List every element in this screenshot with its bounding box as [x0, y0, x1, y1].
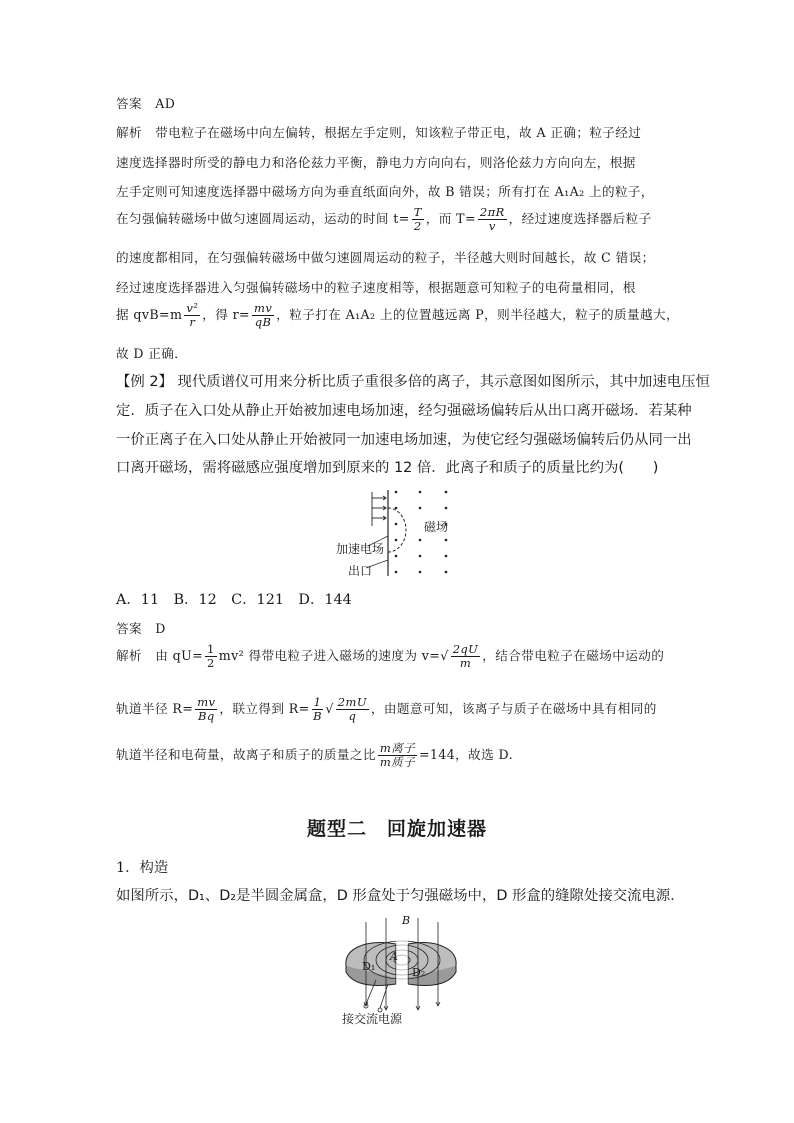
frac-den: v	[488, 219, 496, 233]
frac-den: r	[189, 315, 196, 329]
a-label: A	[390, 950, 398, 963]
analysis2-line-3	[116, 742, 678, 769]
example2-text-2: 定．质子在入口处从静止开始被加速电场加速，经匀强磁场偏转后从出口离开磁场．若某种	[116, 403, 692, 419]
answer-line-1	[116, 96, 678, 111]
analysis2-text-2c: ，由题意可知，该离子与质子在磁场中具有相同的	[370, 701, 657, 716]
analysis2-text-3a: 轨道半径和电荷量，故离子和质子的质量之比	[116, 747, 376, 762]
fraction-v2-over-r	[184, 302, 200, 329]
exit-label: 出口	[348, 564, 373, 578]
frac-den: q	[348, 709, 357, 723]
frac-num: 2πR	[479, 205, 505, 219]
example2-line-3	[116, 432, 692, 449]
analysis1-line-3	[116, 184, 678, 199]
frac-num: mv	[254, 301, 273, 315]
frac-den: qB	[254, 315, 272, 329]
analysis1-text-6: 经过速度选择器进入匀强偏转磁场中的粒子速度相等，根据题意可知粒子的电荷量相同，根	[116, 280, 636, 295]
item1-heading	[116, 860, 678, 877]
analysis1-line-8	[116, 346, 678, 361]
item1-line	[116, 888, 685, 905]
analysis-label: 解析	[116, 648, 142, 663]
frac-num: 1	[207, 642, 215, 656]
frac-num: mv	[197, 695, 216, 709]
options-line	[116, 592, 678, 609]
example2-line-2	[116, 403, 692, 420]
section-title: 题型二 回旋加速器	[306, 818, 487, 840]
analysis1-text-5: 的速度都相同，在匀强偏转磁场中做匀速圆周运动的粒子，半径越大则时间越长，故 C 错误；	[116, 250, 655, 265]
field-label: 磁场	[424, 520, 449, 534]
cyclotron-figure	[336, 914, 466, 1026]
sqrt-2mu-over-q: √ $\frac{2mU}{q}$	[325, 695, 367, 723]
power-source-label: 接交流电源	[342, 1012, 403, 1026]
analysis1-text-4a: 在匀强偏转磁场中做匀速圆周运动，运动的时间 t=	[116, 211, 410, 226]
frac-den: B	[313, 709, 322, 723]
options-text: A．11 B．12 C．121 D．144	[116, 592, 352, 608]
b-label: B	[402, 914, 411, 927]
analysis2-line-2	[116, 696, 678, 723]
frac-den: m	[459, 656, 472, 670]
analysis1-line-6	[116, 280, 678, 295]
fraction-1-over-b	[312, 696, 324, 723]
frac-den: 2	[413, 219, 422, 233]
frac-den: m质子	[379, 755, 415, 769]
fraction-t-over-2	[412, 206, 424, 233]
analysis-label: 解析	[116, 125, 142, 140]
frac-num: 1	[313, 695, 322, 709]
analysis1-text-7c: ，粒子打在 A₁A₂ 上的位置越远离 P，则半径越大，粒子的质量越大，	[276, 307, 680, 322]
analysis1-text-1: 带电粒子在磁场中向左偏转，根据左手定则，知该粒子带正电，故 A 正确；粒子经过	[155, 125, 642, 140]
frac-den: Bq	[198, 709, 215, 723]
answer-line-2	[116, 621, 678, 636]
example2-line-1	[116, 374, 710, 391]
frac-num: m离子	[379, 741, 415, 755]
fraction-mass-ratio	[378, 742, 417, 769]
accel-field-label: 加速电场	[336, 542, 385, 556]
sqrt-2qu-over-m: √ $\frac{2qU}{m}$	[440, 642, 479, 670]
accel-arrows	[372, 492, 386, 526]
item1-desc: 如图所示，D₁、D₂是半圆金属盒，D 形盒处于匀强磁场中，D 形盒的缝隙处接交流电源．	[116, 888, 685, 904]
analysis1-line-7	[116, 302, 678, 329]
frac-den: 2	[207, 656, 215, 670]
frac-num: T	[413, 205, 422, 219]
example2-text-1: 【例 2】 现代质谱仪可用来分析比质子重很多倍的离子，其示意图如图所示，其中加速电压恒	[116, 374, 710, 390]
analysis1-text-2: 速度选择器时所受的静电力和洛伦兹力平衡，静电力方向向右，则洛伦兹力方向向左，根据	[116, 155, 636, 170]
analysis2-text-1c: ，结合带电粒子在磁场中运动的	[482, 648, 665, 663]
answer-label: 答案	[116, 96, 142, 111]
analysis1-text-7b: ，得 r=	[202, 307, 251, 322]
example2-line-4	[116, 460, 678, 477]
analysis2-text-1a: 由 qU=	[155, 648, 204, 663]
analysis1-text-4c: ，经过速度选择器后粒子	[508, 211, 652, 226]
analysis1-line-4	[116, 206, 678, 233]
answer-value: AD	[155, 96, 176, 111]
example2-text-3: 一价正离子在入口处从静止开始被同一加速电场加速，为使它经匀强磁场偏转后仍从同一出	[116, 432, 692, 448]
item1-text: 1．构造	[116, 860, 169, 876]
frac-num: 2qU	[452, 642, 479, 656]
d2-label: D₂	[412, 966, 426, 979]
analysis1-line-5	[116, 250, 678, 265]
analysis2-text-2a: 轨道半径 R=	[116, 701, 194, 716]
answer-value: D	[155, 621, 166, 636]
mass-spectrometer-figure	[330, 486, 460, 582]
analysis1-text-7a: 据 qvB=m	[116, 307, 183, 322]
particle-path	[388, 508, 406, 552]
frac-num: v²	[186, 301, 199, 315]
analysis1-line-2	[116, 155, 678, 170]
analysis2-text-1b: mv² 得带电粒子进入磁场的速度为 v=	[218, 648, 441, 663]
analysis2-line-1	[116, 643, 678, 670]
analysis1-text-4b: ，而 T=	[425, 211, 476, 226]
fraction-1-over-2	[205, 643, 217, 670]
fraction-mv-over-qb	[252, 302, 274, 329]
example2-text-4: 口离开磁场，需将磁感应强度增加到原来的 12 倍．此离子和质子的质量比约为( )	[116, 460, 659, 476]
analysis1-text-3: 左手定则可知速度选择器中磁场方向为垂直纸面向外，故 B 错误；所有打在 A₁A₂ 上的粒子，	[116, 184, 654, 199]
analysis2-text-3b: =144，故选 D.	[418, 747, 514, 762]
answer-label: 答案	[116, 621, 142, 636]
analysis1-text-8: 故 D 正确．	[116, 346, 188, 361]
analysis2-text-2b: ，联立得到 R=	[219, 701, 310, 716]
d1-label: D₁	[362, 960, 376, 973]
frac-num: 2mU	[337, 695, 367, 709]
fraction-2pir-over-v	[478, 206, 507, 233]
fraction-mv-over-bq	[195, 696, 217, 723]
analysis1-line-1	[116, 125, 678, 140]
